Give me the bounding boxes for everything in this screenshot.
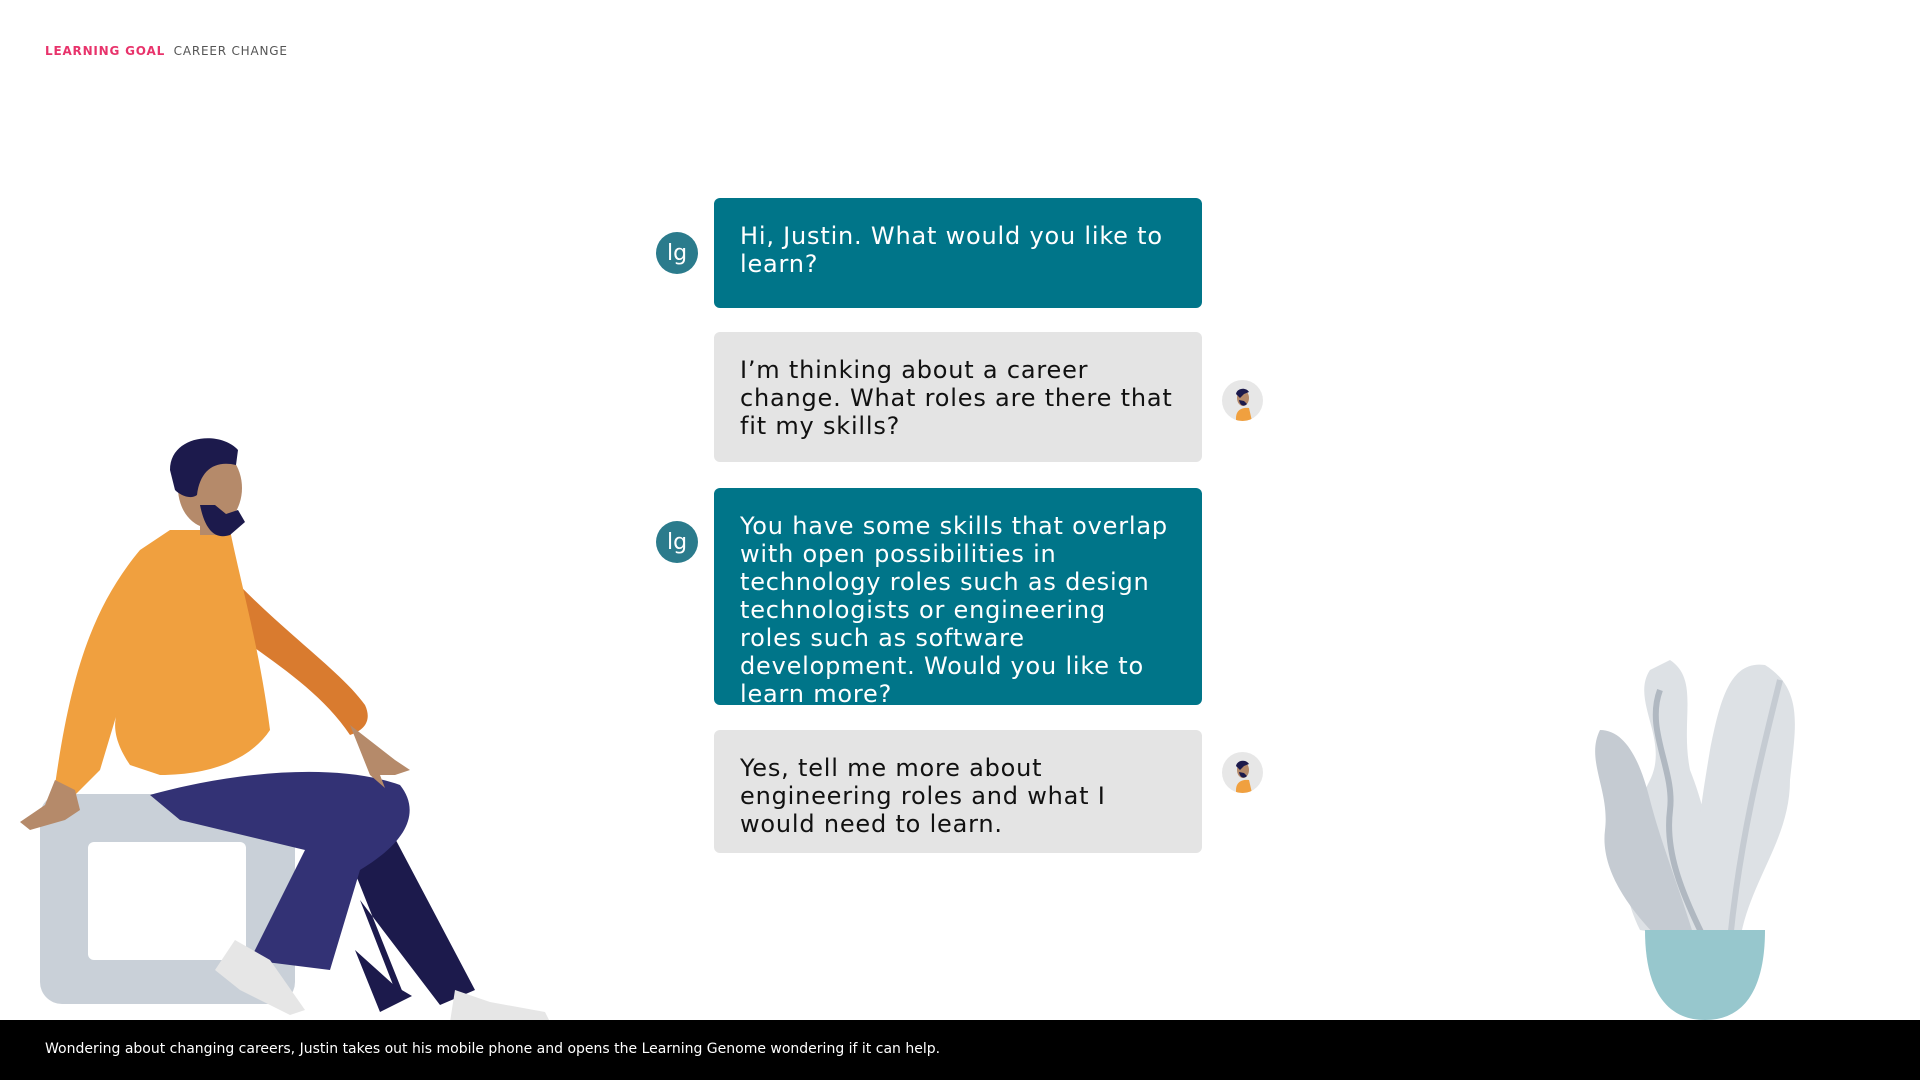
user-avatar [1222, 752, 1263, 793]
chat-message-user: I’m thinking about a career change. What roles are there that fit my skills? [714, 332, 1202, 462]
bot-avatar: lg [656, 521, 698, 563]
caption-text: Wondering about changing careers, Justin takes out his mobile phone and opens the Learning Genome wondering if it can help. [45, 1041, 941, 1057]
chat-message-bot: Hi, Justin. What would you like to learn? [714, 198, 1202, 308]
chat-message-user: Yes, tell me more about engineering roles and what I would need to learn. [714, 730, 1202, 853]
person-illustration [0, 430, 560, 1020]
page-header [45, 44, 288, 58]
plant-illustration [1590, 640, 1820, 1020]
goal-topic-label: CAREER CHANGE [173, 44, 288, 58]
chat-message-bot: You have some skills that overlap with open possibilities in technology roles such as design technologists or engineering roles such as software development. Would you like to learn more? [714, 488, 1202, 705]
user-avatar [1222, 380, 1263, 421]
bot-avatar: lg [656, 232, 698, 274]
learning-goal-label: LEARNING GOAL [45, 44, 166, 58]
caption-bar [0, 1020, 1920, 1080]
